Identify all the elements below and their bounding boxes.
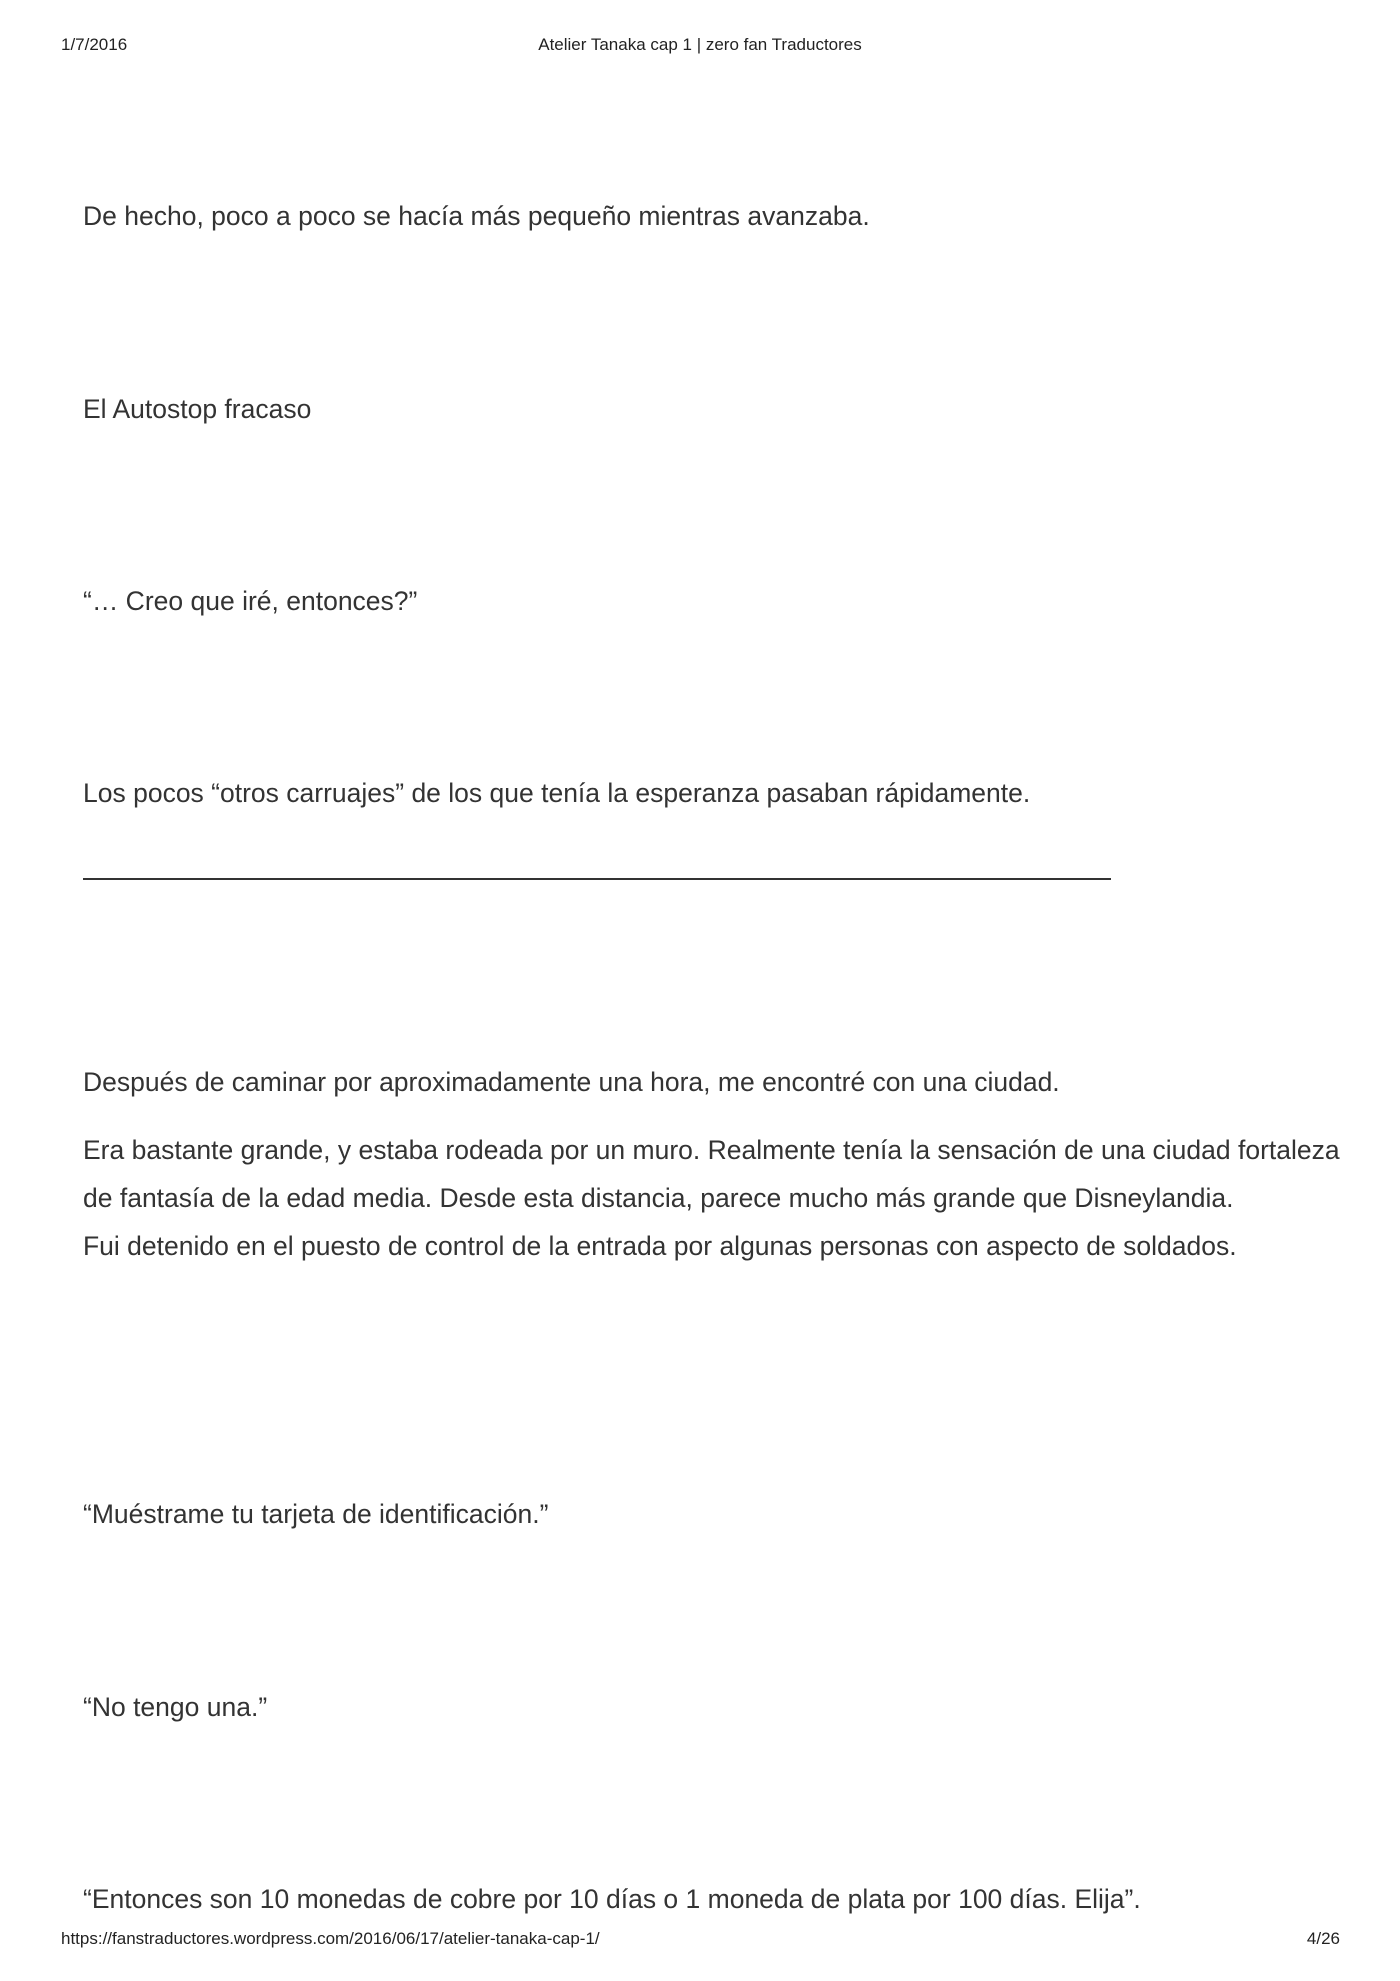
paragraph-7: “Muéstrame tu tarjeta de identificación.” [83,1498,549,1529]
page-number: 4/26 [1306,1929,1340,1948]
paragraph-2: El Autostop fracaso [83,393,312,424]
paragraph-6-text: Era bastante grande, y estaba rodeada por un muro. Realmente tenía la sensación de una ciudad fortaleza de fantasía de la edad media. Desde esta distancia, parece mucho más grande que Disneylandia. [83,1135,1340,1213]
paragraph-5: Después de caminar por aproximadamente una hora, me encontré con una ciudad. [83,1066,1060,1097]
paragraph-6 [83,1126,1343,1270]
paragraph-3: “… Creo que iré, entonces?” [83,585,418,616]
paragraph-4: Los pocos “otros carruajes” de los que tenía la esperanza pasaban rápidamente. [83,777,1031,808]
print-date: 1/7/2016 [61,35,128,54]
paragraph-8: “No tengo una.” [83,1691,268,1722]
source-url: https://fanstraductores.wordpress.com/2016/06/17/atelier-tanaka-cap-1/ [61,1929,600,1948]
paragraph-1: De hecho, poco a poco se hacía más pequeño mientras avanzaba. [83,200,870,231]
paragraph-9: “Entonces son 10 monedas de cobre por 10 días o 1 moneda de plata por 100 días. Elija”. [83,1883,1141,1914]
paragraph-6-continuation: Fui detenido en el puesto de control de la entrada por algunas personas con aspecto de soldados. [83,1231,1237,1261]
page-title: Atelier Tanaka cap 1 | zero fan Traductores [538,35,862,54]
horizontal-rule [83,878,1111,880]
